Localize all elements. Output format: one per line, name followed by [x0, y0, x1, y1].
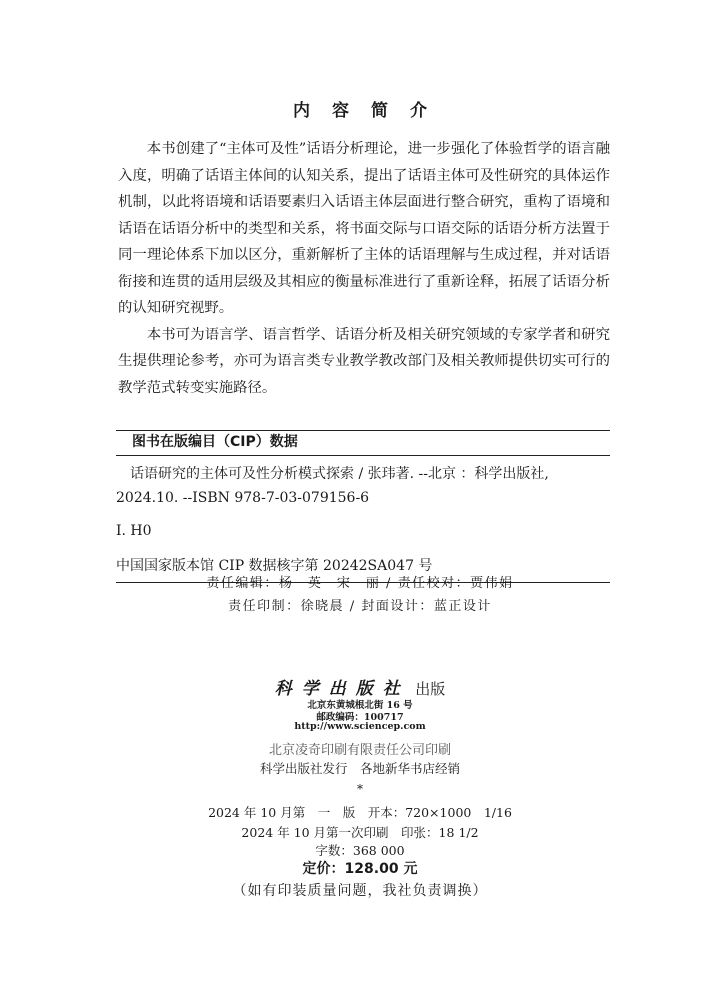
production-credits: 责任印制：徐晓晨 / 封面设计：蓝正设计: [228, 599, 492, 614]
editor-credits: 责任编辑：杨 英 宋 丽 / 责任校对：贾伟娟: [206, 576, 514, 591]
cip-number: 中国国家版本馆 CIP 数据核字第 20242SA047 号: [116, 558, 433, 574]
quality-notice: （如有印装质量问题，我社负责调换）: [232, 883, 488, 899]
price-line: 定价：128.00 元: [302, 861, 418, 877]
distribution-line: 科学出版社发行 各地新华书店经销: [259, 761, 460, 776]
intro-paragraph: 本书创建了“主体可及性”话语分析理论，进一步强化了体验哲学的语言融入度，明确了话语主体间的认知关系，提出了话语主体可及性研究的具体运作机制，以此将语境和话语要素归入话语主体层面进行整合研究，重构了语境和话语在话语分析中的类型和关系，将书面交际与口语交际的话语分析方法置于同一理论体系下加以区分，重新解析了主体的话语理解与生成过程，并对话语衔接和连贯的适用层级及其相应的衡量标准进行了重新诠释，拓展了话语分析的认知研究视野。: [118, 141, 610, 316]
publisher-website: http://www.sciencep.com: [294, 721, 426, 732]
intro-title: 内容简介: [293, 101, 449, 121]
publisher-name: 科学出版社: [274, 679, 410, 699]
intro-body: [118, 136, 610, 401]
cip-classification: Ⅰ. H0: [116, 523, 152, 539]
printer-line: 北京凌奇印刷有限责任公司印刷: [268, 743, 451, 758]
publisher-suffix: 出版: [415, 680, 446, 698]
separator-star: *: [357, 782, 363, 796]
printing-line: 2024 年 10 月第一次印刷 印张：18 1/2: [241, 825, 479, 840]
publisher-postcode: 邮政编码：100717: [316, 712, 404, 723]
publisher-line: [0, 674, 720, 699]
edition-line: 2024 年 10 月第 一 版 开本：720×1000 1/16: [208, 805, 512, 820]
cip-description-line: 话语研究的主体可及性分析模式探索 / 张玮著. --北京 ：科学出版社,: [130, 466, 549, 482]
intro-paragraph: 本书可为语言学、语言哲学、话语分析及相关研究领域的专家学者和研究生提供理论参考，亦可为语言类专业教学教改部门及相关教师提供切实可行的教学范式转变实施路径。: [118, 326, 610, 396]
word-count-line: 字数：368 000: [315, 843, 405, 858]
cip-heading: 图书在版编目（CIP）数据: [132, 434, 298, 450]
cip-block: [116, 430, 610, 583]
publisher-address: 北京东黄城根北街 16 号: [307, 700, 413, 711]
cip-description: [116, 456, 610, 510]
cip-description-line: 2024.10. --ISBN 978-7-03-079156-6: [116, 490, 370, 506]
